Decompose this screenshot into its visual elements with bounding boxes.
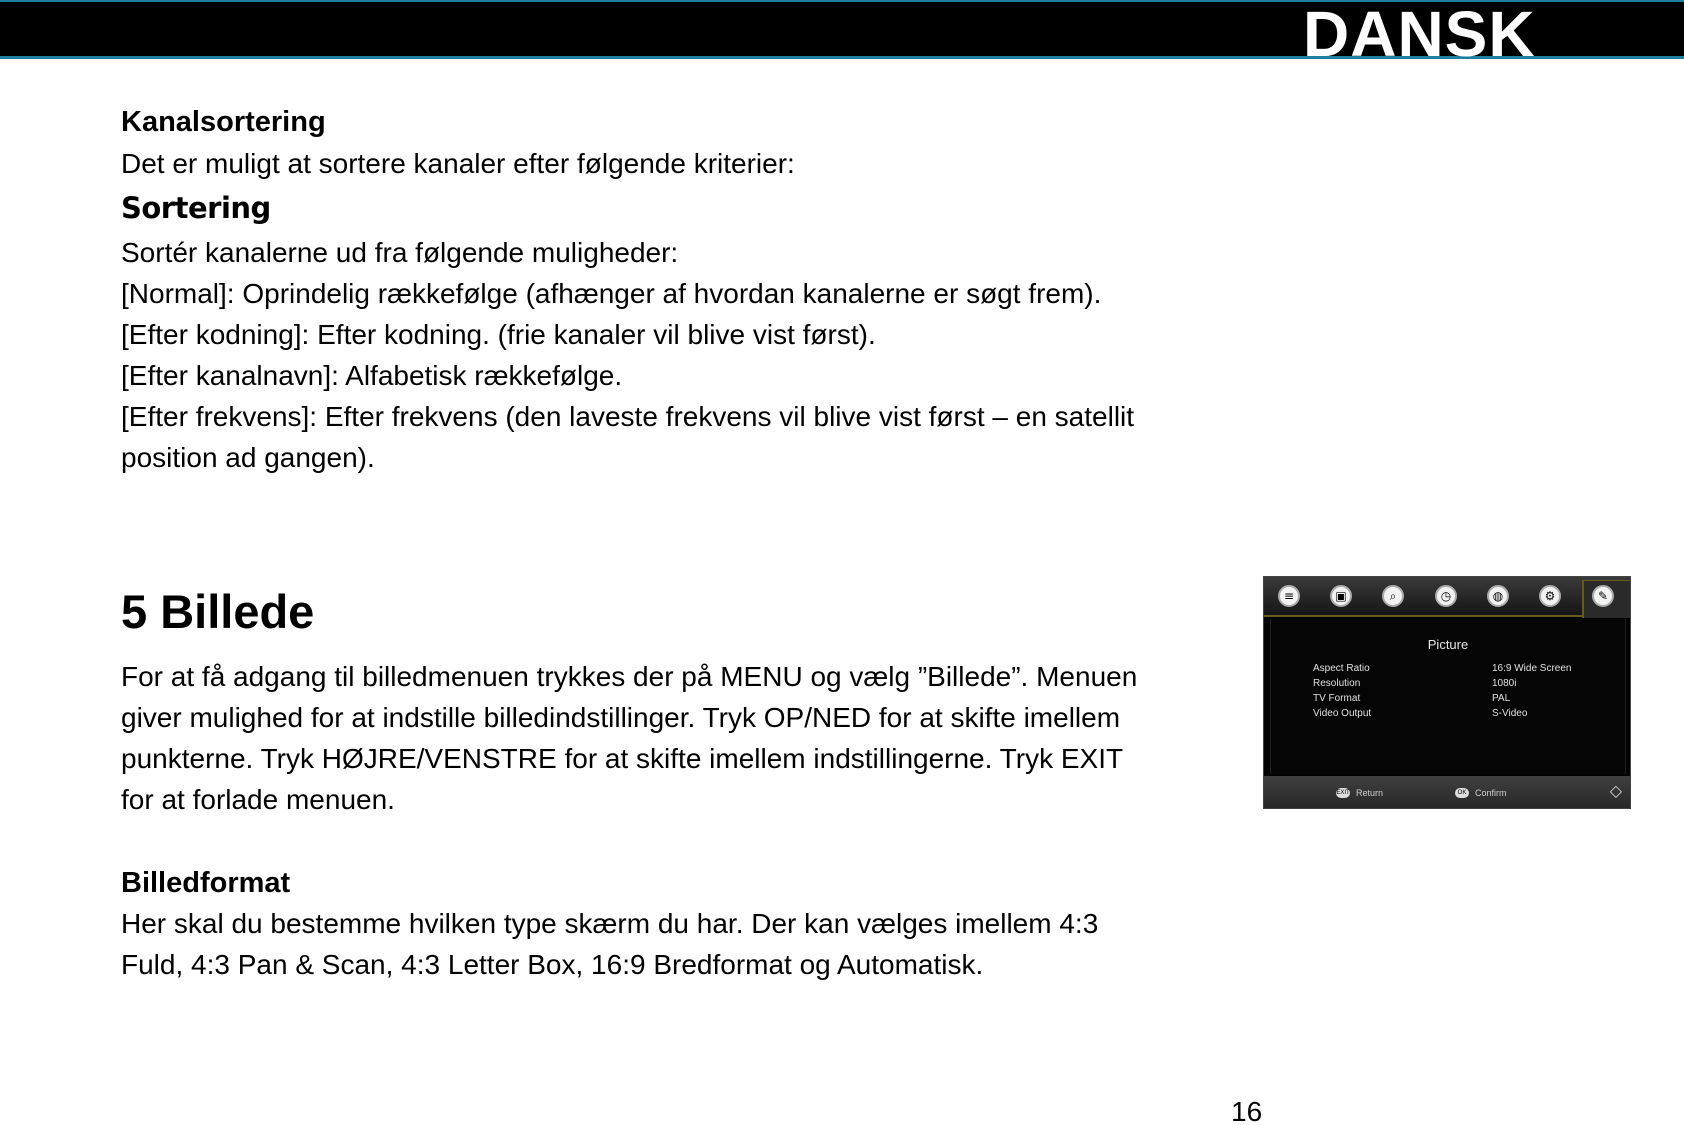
picture-icon: ▣: [1330, 585, 1352, 607]
picture-line: giver mulighed for at indstille billedindstillinger. Tryk OP/NED for at skifte imellem: [121, 702, 1121, 733]
gear-icon: ⚙: [1539, 585, 1561, 607]
tv-menu-screenshot: [1263, 576, 1631, 809]
format-line: Fuld, 4:3 Pan & Scan, 4:3 Letter Box, 16:9 Bredformat og Automatisk.: [121, 949, 984, 980]
ok-key-icon: OK: [1455, 788, 1469, 798]
tv-row-label: Video Output: [1313, 708, 1372, 719]
tv-row-value: 16:9 Wide Screen: [1492, 663, 1572, 674]
navigation-arrows-icon: ◇: [1609, 783, 1622, 800]
sorting-line: Sortér kanalerne ud fra følgende muligheder:: [121, 237, 679, 268]
tv-menu-footer: [1264, 776, 1631, 809]
picture-heading: 5 Billede: [121, 585, 315, 638]
return-label: Return: [1356, 788, 1384, 798]
globe-icon: ◍: [1487, 585, 1509, 607]
format-line: Her skal du bestemme hvilken type skærm du har. Der kan vælges imellem 4:3: [121, 908, 1099, 939]
header-bar: [0, 0, 1684, 70]
page-number: 16: [1231, 1096, 1263, 1125]
exit-key-icon: EXIT: [1336, 790, 1350, 796]
picture-line: punkterne. Tryk HØJRE/VENSTRE for at skifte imellem indstillingerne. Tryk EXIT: [121, 743, 1124, 774]
sorting-subheading: Sortering: [121, 191, 271, 225]
sorting-line: [Efter frekvens]: Efter frekvens (den laveste frekvens vil blive vist først – en satellit: [121, 401, 1135, 432]
tv-row-label: Resolution: [1313, 678, 1361, 689]
tv-menu-title: Picture: [1427, 637, 1469, 652]
search-icon: ⌕: [1382, 585, 1404, 607]
picture-line: for at forlade menuen.: [121, 784, 395, 815]
sorting-line: [Efter kanalnavn]: Alfabetisk rækkefølge.: [121, 360, 623, 391]
clock-icon: ◷: [1435, 585, 1457, 607]
confirm-label: Confirm: [1475, 788, 1507, 798]
picture-line: For at få adgang til billedmenuen trykkes der på MENU og vælg ”Billede”. Menuen: [121, 661, 1138, 692]
sorting-line: [Efter kodning]: Efter kodning. (frie kanaler vil blive vist først).: [121, 319, 876, 350]
tv-row-value: PAL: [1492, 693, 1511, 704]
tv-row-value: 1080i: [1492, 678, 1517, 689]
tv-menu-topbar: [1264, 577, 1631, 617]
language-title: DANSK: [1303, 0, 1536, 70]
sorting-intro: Det er muligt at sortere kanaler efter følgende kriterier:: [121, 148, 795, 179]
sorting-line: [Normal]: Oprindelig rækkefølge (afhænger af hvordan kanalerne er søgt frem).: [121, 278, 1102, 309]
format-heading: Billedformat: [121, 867, 291, 899]
tv-row-label: TV Format: [1313, 693, 1361, 704]
tv-row-label: Aspect Ratio: [1313, 663, 1370, 674]
tv-row-value: S-Video: [1492, 708, 1528, 719]
channel-icon: ≡: [1278, 585, 1300, 607]
sorting-line: position ad gangen).: [121, 442, 375, 473]
sorting-heading: Kanalsortering: [121, 106, 326, 138]
tools-icon: ✎: [1592, 585, 1614, 607]
